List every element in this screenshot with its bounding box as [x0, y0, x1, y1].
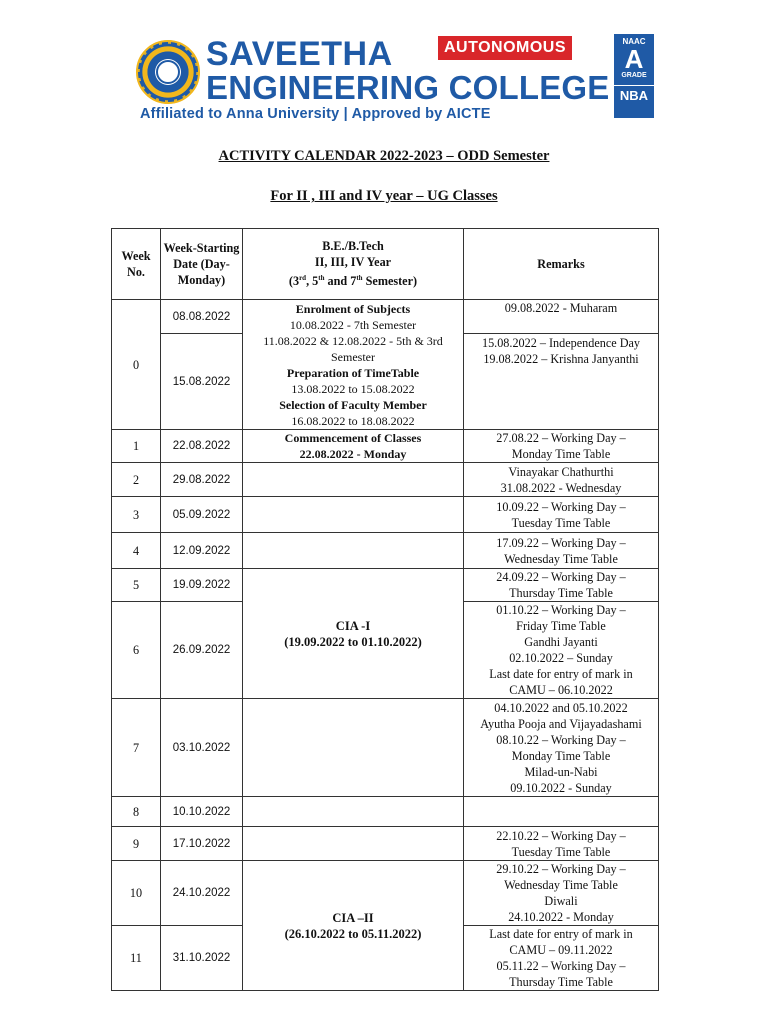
activity-cell [243, 533, 464, 569]
week-start-date: 03.10.2022 [161, 699, 243, 797]
autonomous-badge: AUTONOMOUS [438, 36, 572, 60]
orientation-activities [243, 300, 464, 430]
remark-cell: 27.08.22 – Working Day – Monday Time Table [464, 430, 659, 463]
college-name-line1: SAVEETHA [206, 35, 393, 73]
week-start-date: 17.10.2022 [161, 827, 243, 861]
week-start-date: 22.08.2022 [161, 430, 243, 463]
activity-calendar-table [111, 228, 659, 991]
commencement-title: Commencement of Classes [284, 431, 422, 445]
table-row [112, 300, 659, 334]
week-number: 9 [112, 827, 161, 861]
week-start-date: 19.09.2022 [161, 569, 243, 602]
remark-cell: 09.08.2022 - Muharam [464, 300, 659, 334]
naac-grade: A [624, 44, 644, 74]
cia1-title: CIA -I [335, 618, 371, 633]
cia1-date-range: (19.09.2022 to 01.10.2022) [284, 634, 422, 649]
table-row [112, 569, 659, 602]
commencement-activity [243, 430, 464, 463]
activity-cell [243, 463, 464, 497]
week-number: 11 [112, 926, 161, 991]
cia2-date-range: (26.10.2022 to 05.11.2022) [284, 926, 422, 941]
week-start-date: 31.10.2022 [161, 926, 243, 991]
table-row [112, 827, 659, 861]
remark-cell: 17.09.22 – Working Day – Wednesday Time Table [464, 533, 659, 569]
faculty-selection-title: Selection of Faculty Member [279, 397, 427, 412]
week-number: 4 [112, 533, 161, 569]
header-week-no: Week No. [112, 229, 161, 300]
table-header-row [112, 229, 659, 300]
week-start-date: 05.09.2022 [161, 497, 243, 533]
week-number: 10 [112, 861, 161, 926]
remark-cell: 04.10.2022 and 05.10.2022 Ayutha Pooja and Vijayadashami 08.10.22 – Working Day – Monday Time Table Milad-un-Nabi 09.10.2022 - Sunday [464, 699, 659, 797]
remark-cell: Vinayakar Chathurthi 31.08.2022 - Wednesday [464, 463, 659, 497]
remark-cell: 24.09.22 – Working Day – Thursday Time Table [464, 569, 659, 602]
week-number: 0 [112, 300, 161, 430]
week-start-date: 29.08.2022 [161, 463, 243, 497]
table-row [112, 533, 659, 569]
header-remarks: Remarks [464, 229, 659, 300]
week-number: 8 [112, 797, 161, 827]
enrolment-line3: Semester [331, 349, 375, 364]
enrolment-line2: 11.08.2022 & 12.08.2022 - 5th & 3rd [263, 333, 443, 348]
remark-cell: Last date for entry of mark in CAMU – 09.11.2022 05.11.22 – Working Day – Thursday Time Table [464, 926, 659, 991]
activity-cell [243, 699, 464, 797]
header-course-line3: (3rd, 5th and 7th Semester) [288, 274, 418, 289]
table-row [112, 430, 659, 463]
week-start-date: 26.09.2022 [161, 602, 243, 699]
timetable-title: Preparation of TimeTable [286, 365, 420, 380]
enrolment-line1: 10.08.2022 - 7th Semester [289, 317, 417, 332]
naac-grade-label: GRADE [621, 72, 647, 79]
table-row [112, 797, 659, 827]
week-start-date: 15.08.2022 [161, 334, 243, 430]
affiliation-tagline: Affiliated to Anna University | Approved by AICTE [140, 106, 491, 122]
college-name-line2: ENGINEERING COLLEGE [206, 69, 610, 106]
week-start-date: 12.09.2022 [161, 533, 243, 569]
commencement-date: 22.08.2022 - Monday [299, 447, 407, 461]
week-number: 7 [112, 699, 161, 797]
table-row [112, 497, 659, 533]
header-course [243, 229, 464, 300]
remark-cell: 22.10.22 – Working Day – Tuesday Time Table [464, 827, 659, 861]
activity-cell [243, 797, 464, 827]
week-start-date: 24.10.2022 [161, 861, 243, 926]
remark-cell: 01.10.22 – Working Day – Friday Time Table Gandhi Jayanti 02.10.2022 – Sunday Last date for entry of mark in CAMU – 06.10.2022 [464, 602, 659, 699]
table-row [112, 463, 659, 497]
week-start-date: 10.10.2022 [161, 797, 243, 827]
timetable-dates: 13.08.2022 to 15.08.2022 [291, 381, 415, 396]
week-number: 1 [112, 430, 161, 463]
document-title: ACTIVITY CALENDAR 2022-2023 – ODD Semester [218, 148, 550, 164]
document-subtitle: For II , III and IV year – UG Classes [270, 188, 498, 204]
cia1-activity [243, 569, 464, 699]
table-row [112, 861, 659, 926]
table-row [112, 699, 659, 797]
week-number: 5 [112, 569, 161, 602]
activity-cell [243, 497, 464, 533]
week-number: 3 [112, 497, 161, 533]
remark-cell: 10.09.22 – Working Day – Tuesday Time Table [464, 497, 659, 533]
nba-logo: NBA [614, 85, 654, 103]
remark-cell [464, 797, 659, 827]
remark-cell: 29.10.22 – Working Day – Wednesday Time Table Diwali 24.10.2022 - Monday [464, 861, 659, 926]
remark-cell: 15.08.2022 – Independence Day 19.08.2022 – Krishna Janyanthi [464, 334, 659, 430]
naac-badge [614, 34, 654, 118]
header-course-line1: B.E./B.Tech [322, 239, 384, 254]
week-number: 2 [112, 463, 161, 497]
seal-center [156, 60, 180, 84]
cia2-title: CIA –II [332, 910, 374, 925]
week-number: 6 [112, 602, 161, 699]
header-week-start: Week-Starting Date (Day-Monday) [161, 229, 243, 300]
naac-label: NAAC [622, 37, 646, 46]
cia2-activity [243, 861, 464, 991]
week-start-date: 08.08.2022 [161, 300, 243, 334]
faculty-selection-dates: 16.08.2022 to 18.08.2022 [291, 413, 415, 428]
enrolment-title: Enrolment of Subjects [295, 301, 411, 316]
college-header [130, 32, 649, 128]
activity-cell [243, 827, 464, 861]
header-course-line2: II, III, IV Year [314, 255, 392, 270]
